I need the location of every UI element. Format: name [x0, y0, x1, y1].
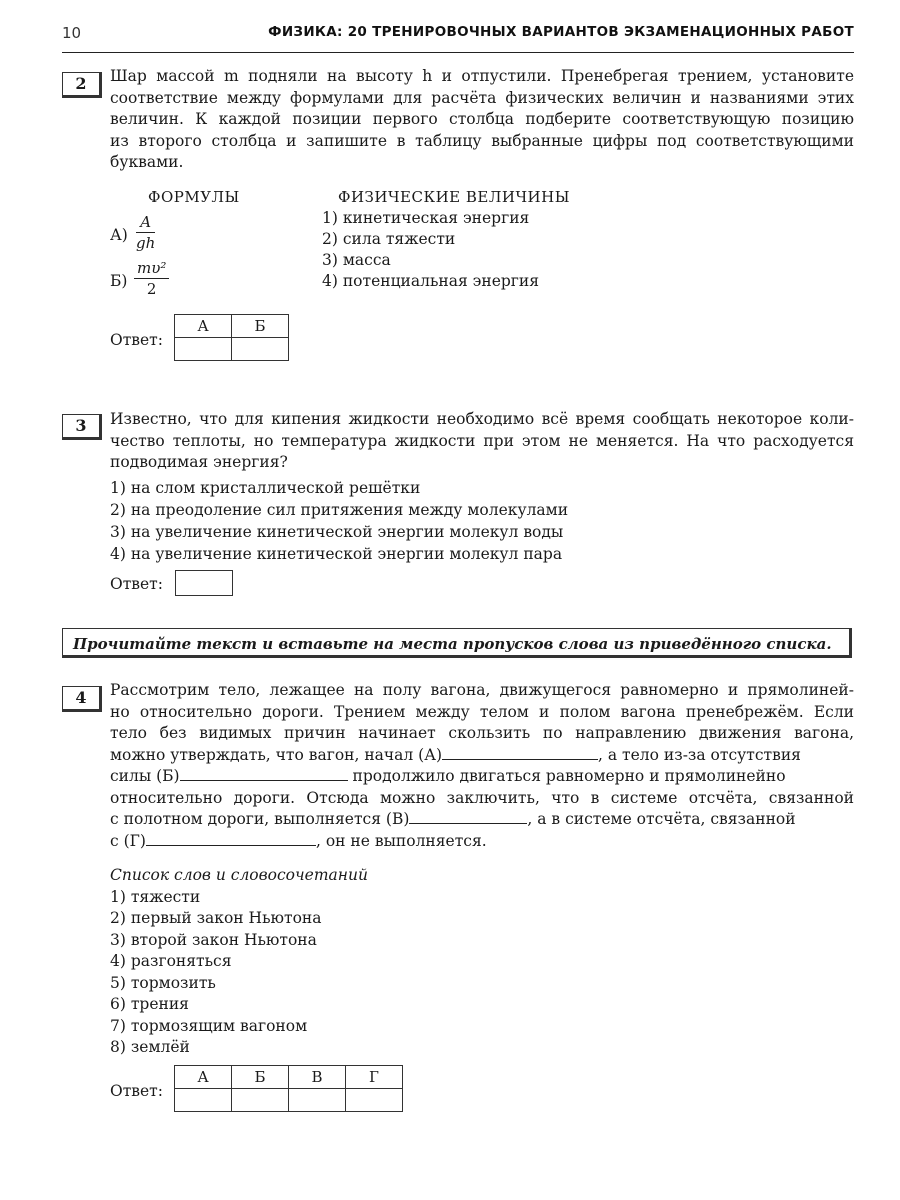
- answer-label: Ответ:: [110, 575, 163, 593]
- word-item: 5) тормозить: [110, 974, 216, 992]
- blank-g: [146, 831, 316, 846]
- q3-line: чество теплоты, но температура жидкости при этом не меняется. На что расходуется: [110, 431, 854, 450]
- q4-line: [110, 766, 854, 788]
- q4-text: с полотном дороги, выполняется (В): [110, 810, 410, 828]
- quantity-item: 2) сила тяжести: [322, 230, 456, 248]
- q2-line: величин. К каждой позиции первого столбца подберите соответствующую позицию: [110, 110, 854, 128]
- answer-col-header: Г: [346, 1066, 403, 1089]
- answer-col-header: В: [289, 1066, 346, 1089]
- q3-option: 3) на увеличение кинетической энергии молекул воды: [110, 523, 564, 541]
- question-number-4: 4: [62, 686, 102, 712]
- q2-line: Шар массой m подняли на высоту h и отпустили. Пренебрегая трением, установите: [110, 67, 854, 85]
- answer-table-q4: [174, 1065, 403, 1112]
- word-list-title: Список слов и словосочетаний: [110, 866, 368, 884]
- question-2-text: [110, 66, 854, 174]
- page-header: [62, 22, 854, 53]
- q4-text: , а в системе отсчёта, связанной: [527, 810, 796, 828]
- q3-line: Известно, что для кипения жидкости необходимо всё время сообщать некоторое коли-: [110, 410, 854, 428]
- formula-b-denominator: 2: [146, 280, 157, 298]
- page-number: 10: [62, 24, 82, 42]
- answer-col-header: А: [175, 315, 232, 338]
- word-item: 7) тормозящим вагоном: [110, 1017, 308, 1035]
- q2-line: соответствие между формулами для расчёта физических величин и названиями этих: [110, 88, 854, 107]
- blank-b: [180, 766, 348, 781]
- running-title: ФИЗИКА: 20 ТРЕНИРОВОЧНЫХ ВАРИАНТОВ ЭКЗАМЕНАЦИОННЫХ РАБОТ: [268, 24, 854, 40]
- answer-label: Ответ:: [110, 1082, 163, 1100]
- answer-cell-v[interactable]: [289, 1089, 346, 1112]
- formula-b-letter: Б): [110, 272, 128, 290]
- q4-line: [110, 831, 854, 853]
- q4-line: [110, 745, 854, 767]
- formula-a-numerator: A: [136, 213, 155, 233]
- answer-col-header: А: [175, 1066, 232, 1089]
- question-3-text: [110, 409, 854, 474]
- q2-line: из второго столбца и запишите в таблицу выбранные цифры под соответствующими: [110, 131, 854, 150]
- q4-text: продолжило двигаться равномерно и прямолинейно: [347, 767, 786, 785]
- q4-line: [110, 809, 854, 831]
- q2-line: буквами.: [110, 153, 184, 171]
- q4-text: силы (Б): [110, 767, 180, 785]
- answer-col-header: Б: [232, 1066, 289, 1089]
- q4-text: с (Г): [110, 831, 146, 850]
- q4-text: можно утверждать, что вагон, начал (А): [110, 745, 443, 764]
- q3-option: 4) на увеличение кинетической энергии молекул пара: [110, 545, 563, 563]
- quantity-item: 1) кинетическая энергия: [322, 209, 530, 227]
- instruction-box: Прочитайте текст и вставьте на места пропусков слова из приведённого списка.: [62, 628, 852, 658]
- word-item: 3) второй закон Ньютона: [110, 931, 317, 949]
- formula-a-denominator: gh: [136, 234, 156, 252]
- question-4-text: [110, 680, 854, 852]
- blank-a: [442, 745, 598, 760]
- q4-line: относительно дороги. Отсюда можно заключить, что в системе отсчёта, связанной: [110, 788, 854, 807]
- quantity-item: 3) масса: [322, 251, 391, 269]
- q4-text: , он не выполняется.: [315, 831, 487, 850]
- q4-text: , а тело из-за отсутствия: [598, 745, 801, 764]
- question-number-3: 3: [62, 414, 102, 440]
- answer-cell-a[interactable]: [175, 1089, 232, 1112]
- word-item: 1) тяжести: [110, 888, 201, 906]
- blank-v: [409, 809, 527, 824]
- q3-line: подводимая энергия?: [110, 453, 288, 471]
- answer-cell-b[interactable]: [232, 1089, 289, 1112]
- formula-b-numerator: mυ²: [134, 259, 169, 279]
- q4-line: тело без видимых причин начинает скользить по направлению движения вагона,: [110, 724, 854, 742]
- formula-a-fraction: [136, 213, 155, 252]
- formula-a-letter: А): [110, 226, 128, 244]
- q3-option: 1) на слом кристаллической решётки: [110, 479, 421, 497]
- q4-line: Рассмотрим тело, лежащее на полу вагона, движущегося равномерно и прямолиней-: [110, 681, 854, 699]
- word-item: 4) разгоняться: [110, 952, 232, 970]
- answer-cell-b[interactable]: [232, 338, 289, 361]
- answer-label: Ответ:: [110, 331, 163, 349]
- question-number-2: 2: [62, 72, 102, 98]
- quantity-item: 4) потенциальная энергия: [322, 272, 540, 290]
- formulas-header: ФОРМУЛЫ: [148, 188, 240, 206]
- formula-b-fraction: [134, 259, 169, 298]
- word-item: 6) трения: [110, 995, 189, 1013]
- word-item: 2) первый закон Ньютона: [110, 909, 322, 927]
- q3-option: 2) на преодоление сил притяжения между молекулами: [110, 501, 569, 519]
- quantities-header: ФИЗИЧЕСКИЕ ВЕЛИЧИНЫ: [338, 188, 570, 206]
- answer-col-header: Б: [232, 315, 289, 338]
- word-item: 8) землёй: [110, 1038, 190, 1056]
- answer-cell-a[interactable]: [175, 338, 232, 361]
- answer-table-q2: [174, 314, 289, 361]
- q4-line: но относительно дороги. Трением между телом и полом вагона пренебрежём. Если: [110, 702, 854, 721]
- answer-box-q3[interactable]: [175, 570, 233, 596]
- answer-cell-g[interactable]: [346, 1089, 403, 1112]
